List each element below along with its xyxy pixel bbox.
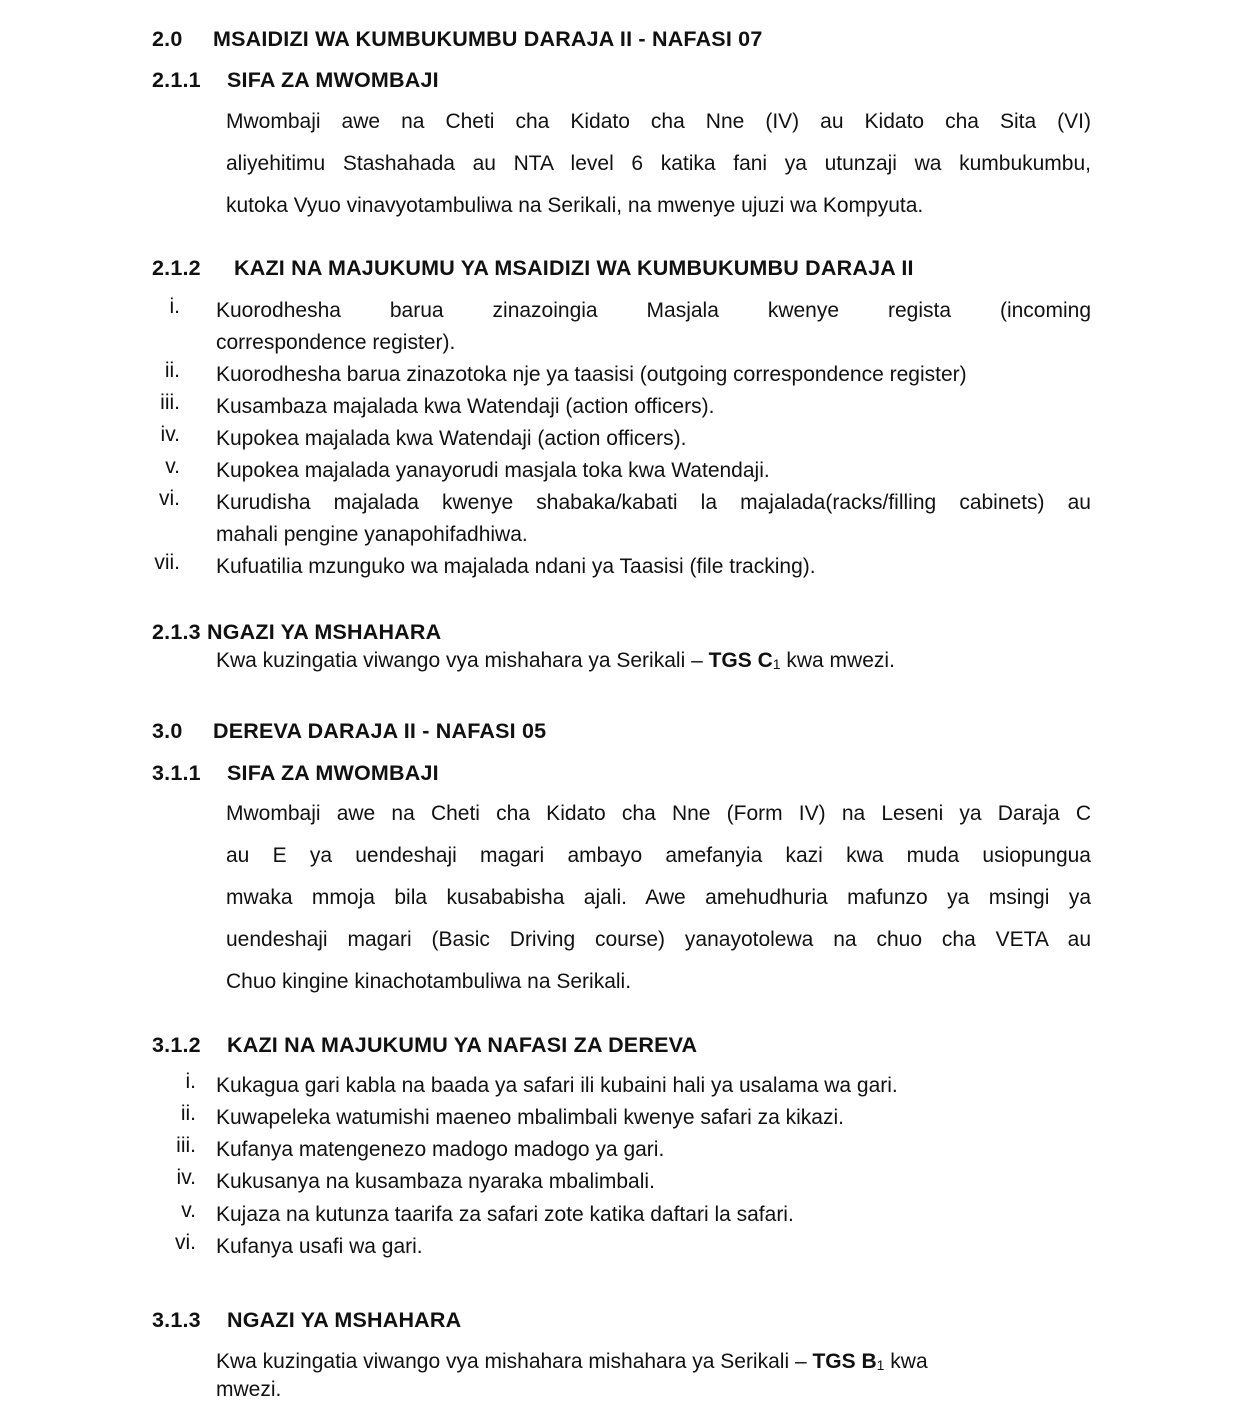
paragraph-line: mwaka mmoja bila kusababisha ajali. Awe amehudhuria mafunzo ya msingi ya: [226, 886, 1091, 909]
list-number: ii.: [164, 359, 180, 382]
list-number: v.: [165, 455, 180, 478]
list-item: [216, 295, 1091, 359]
list-item: Kupokea majalada kwa Watendaji (action officers).: [216, 427, 687, 450]
paragraph-line: au E ya uendeshaji magari ambayo amefanyia kazi kwa muda usiopungua: [226, 844, 1091, 867]
list-item: Kuorodhesha barua zinazotoka nje ya taasisi (outgoing correspondence register): [216, 363, 967, 386]
list-number: iii.: [176, 1134, 196, 1157]
subsection-number: 2.1.3: [152, 620, 201, 644]
section-3-heading: [152, 719, 546, 744]
subsection-number: 2.1.1: [152, 68, 201, 92]
list-item: Kufuatilia mzunguko wa majalada ndani ya Taasisi (file tracking).: [216, 555, 816, 578]
list-item: Kukagua gari kabla na baada ya safari ili kubaini hali ya usalama wa gari.: [216, 1074, 898, 1097]
subsection-number: 3.1.2: [152, 1033, 201, 1057]
list-number: vii.: [154, 551, 180, 574]
list-item-line: correspondence register).: [216, 331, 456, 354]
salary-grade-sub: 1: [876, 1357, 885, 1373]
salary-text: Kwa kuzingatia viwango vya mishahara ya Serikali –: [216, 649, 709, 672]
subsection-title: NGAZI YA MSHAHARA: [207, 620, 442, 644]
list-number: vi.: [159, 487, 180, 510]
subsection-title: SIFA ZA MWOMBAJI: [227, 68, 439, 92]
list-number: iii.: [160, 391, 180, 414]
salary-text-end: kwa mwezi.: [780, 649, 895, 672]
list-number: v.: [181, 1199, 196, 1222]
subsection-title: SIFA ZA MWOMBAJI: [227, 761, 439, 785]
section-number: 2.0: [152, 27, 183, 51]
section-title: MSAIDIZI WA KUMBUKUMBU DARAJA II - NAFASI 07: [213, 27, 763, 51]
section-2-heading: [152, 27, 763, 52]
paragraph-line: Mwombaji awe na Cheti cha Kidato cha Nne (IV) au Kidato cha Sita (VI): [226, 110, 1091, 133]
subsection-2-1-1-heading: [152, 68, 439, 93]
list-number: i.: [169, 295, 180, 318]
subsection-3-1-2-heading: [152, 1033, 697, 1058]
paragraph-line: Chuo kingine kinachotambuliwa na Serikali.: [226, 970, 632, 993]
list-item: Kuwapeleka watumishi maeneo mbalimbali kwenye safari za kikazi.: [216, 1106, 844, 1129]
subsection-2-1-2-heading: [152, 256, 914, 281]
list-item: Kupokea majalada yanayorudi masjala toka kwa Watendaji.: [216, 459, 770, 482]
subsection-title: KAZI NA MAJUKUMU YA MSAIDIZI WA KUMBUKUMBU DARAJA II: [234, 256, 914, 280]
list-number: ii.: [180, 1102, 196, 1125]
paragraph-line: uendeshaji magari (Basic Driving course) yanayotolewa na chuo cha VETA au: [226, 928, 1091, 951]
salary-grade: TGS C: [708, 649, 773, 672]
salary-line-3: [216, 1350, 928, 1374]
subsection-title: NGAZI YA MSHAHARA: [227, 1308, 462, 1332]
paragraph-line: aliyehitimu Stashahada au NTA level 6 katika fani ya utunzaji wa kumbukumbu,: [226, 152, 1091, 175]
salary-line-2: [216, 649, 895, 673]
list-item-line: Kurudisha majalada kwenye shabaka/kabati la majalada(racks/filling cabinets) au: [216, 491, 1091, 514]
subsection-title: KAZI NA MAJUKUMU YA NAFASI ZA DEREVA: [227, 1033, 698, 1057]
list-number: vi.: [175, 1231, 196, 1254]
list-item: Kukusanya na kusambaza nyaraka mbalimbali.: [216, 1170, 655, 1193]
paragraph-line: kutoka Vyuo vinavyotambuliwa na Serikali, na mwenye ujuzi wa Kompyuta.: [226, 194, 924, 217]
salary-text-end: kwa: [884, 1350, 928, 1373]
subsection-3-1-1-heading: [152, 761, 439, 786]
list-number: i.: [185, 1070, 196, 1093]
subsection-number: 3.1.3: [152, 1308, 201, 1332]
list-item: Kufanya matengenezo madogo madogo ya gari.: [216, 1138, 665, 1161]
list-number: iv.: [160, 423, 180, 446]
subsection-number: 2.1.2: [152, 256, 201, 280]
list-item-line: mahali pengine yanapohifadhiwa.: [216, 523, 528, 546]
qualification-paragraph-3: [226, 793, 1091, 1003]
qualification-paragraph-2: [226, 101, 1091, 227]
list-item-line: Kuorodhesha barua zinazoingia Masjala kwenye regista (incoming: [216, 299, 1091, 322]
list-number: iv.: [176, 1166, 196, 1189]
paragraph-line: Mwombaji awe na Cheti cha Kidato cha Nne (Form IV) na Leseni ya Daraja C: [226, 802, 1091, 825]
subsection-3-1-3-heading: [152, 1308, 461, 1333]
salary-line-3-cont: mwezi.: [216, 1378, 282, 1401]
list-item: Kujaza na kutunza taarifa za safari zote katika daftari la safari.: [216, 1203, 794, 1226]
salary-text: Kwa kuzingatia viwango vya mishahara mishahara ya Serikali –: [216, 1350, 813, 1373]
section-title: DEREVA DARAJA II - NAFASI 05: [213, 719, 547, 743]
salary-grade-sub: 1: [772, 656, 781, 672]
subsection-2-1-3-heading: [152, 620, 441, 645]
subsection-number: 3.1.1: [152, 761, 201, 785]
section-number: 3.0: [152, 719, 183, 743]
salary-grade: TGS B: [812, 1350, 877, 1373]
list-item: [216, 487, 1091, 551]
list-item: Kufanya usafi wa gari.: [216, 1235, 423, 1258]
list-item: Kusambaza majalada kwa Watendaji (action officers).: [216, 395, 715, 418]
